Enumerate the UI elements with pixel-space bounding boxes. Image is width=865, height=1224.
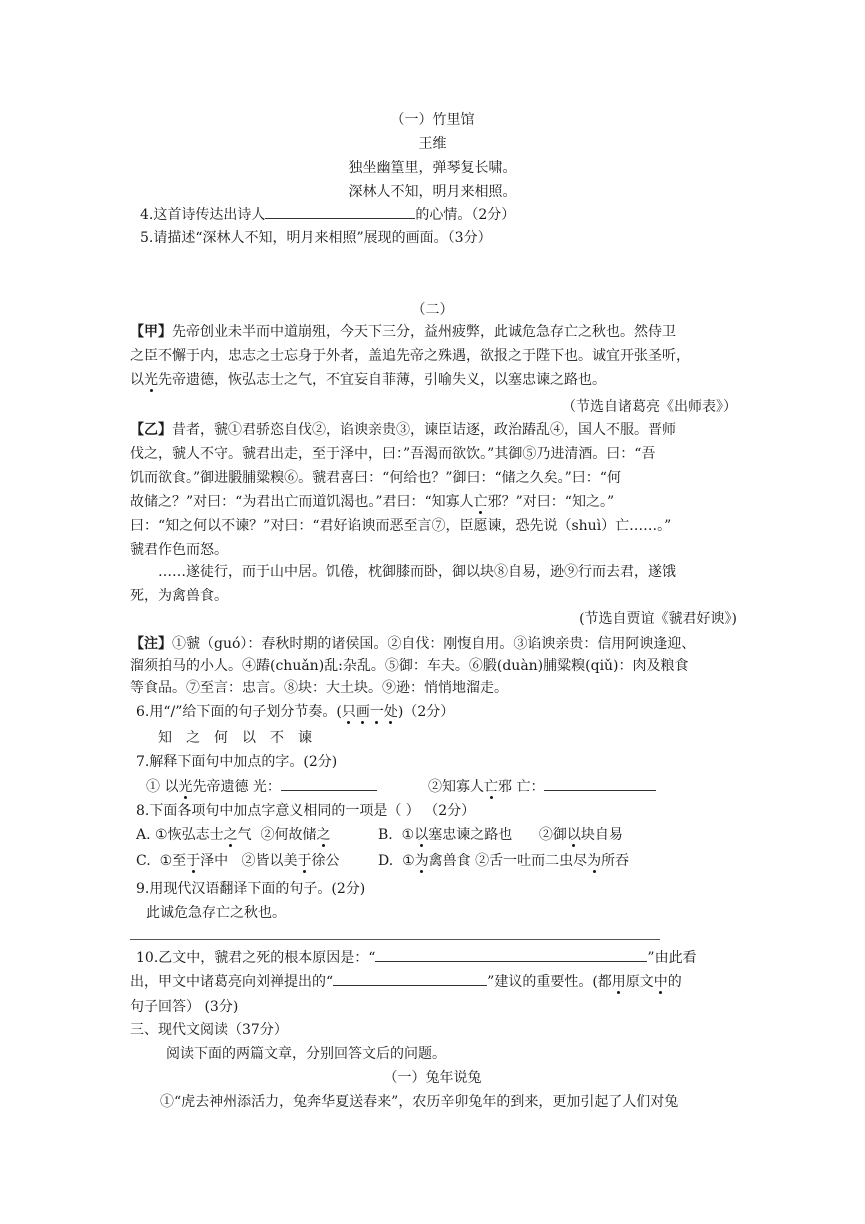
notes-line-2: 溜须拍马的小人。④踳(chuǎn)乱:杂乱。⑤御：车夫。⑥腶(duàn)脯粱糗(qiǔ)：肉及粮食 xyxy=(130,658,689,674)
notes-line-1 xyxy=(130,634,695,654)
notes-marker: 【注】 xyxy=(130,636,172,652)
question-7: 7.解释下面句中加点的字。(2分) xyxy=(136,754,338,770)
option-text: ②何故储 xyxy=(260,827,317,843)
poem-line-1: 独坐幽篁里，弹琴复长啸。 xyxy=(348,160,517,176)
question-9-sentence: 此诚危急存亡之秋也。 xyxy=(146,905,286,921)
text-yi-line-7: ……遂徒行，而于山中居。饥倦，枕御膝而卧，御以块⑧自易，逊⑨行而去君，遂饿 xyxy=(158,564,676,580)
poem-line-2: 深林人不知，明月来相照。 xyxy=(348,184,517,200)
option-text: ②皆以美 xyxy=(241,853,298,869)
question-9: 9.用现代汉语翻译下面的句子。(2分) xyxy=(136,881,366,897)
jia-text-3-pre: 以 xyxy=(130,372,144,388)
answer-line-9[interactable] xyxy=(130,939,660,940)
question-6-sentence: 知之何以不谏 xyxy=(158,730,326,746)
notes-text-1: ①虢（guó）：春秋时期的诸侯国。②自伐：刚愎自用。③谄谀亲贵：信用阿谀逢迎、 xyxy=(172,636,696,652)
text-yi-line-8: 死，为禽兽食。 xyxy=(130,588,228,604)
question-7-item-1 xyxy=(146,776,377,797)
dotted-char: 一 xyxy=(369,704,384,720)
option-text: 泽中 xyxy=(200,853,229,869)
question-6 xyxy=(136,702,454,722)
poem-title: （一）竹里馆 xyxy=(390,112,475,128)
answer-blank-7-1[interactable] xyxy=(281,776,377,791)
dotted-char: 只 xyxy=(341,704,356,720)
text-yi-line-1 xyxy=(130,420,676,440)
question-10-line-2 xyxy=(130,971,682,992)
option-text: ②御 xyxy=(538,827,567,843)
answer-blank-10-1[interactable] xyxy=(375,947,647,962)
text-yi-line-3: 饥而欲食。”御进腶脯粱糗⑥。虢君喜曰：“何给也？”御曰：“储之久矣。”曰：“何 xyxy=(130,470,621,486)
option-label: A. xyxy=(136,827,151,843)
option-text: 块自易 xyxy=(580,827,623,843)
q10-text-mid: ”由此看 xyxy=(647,950,697,966)
question-4-text-pre: 4.这首诗传达出诗人 xyxy=(140,207,266,223)
text-yi-line-5: 曰：“知之何以不谏？”对曰：“君好谄谀而恶至言⑦，臣愿谏，恐先说（shuì）亡……。” xyxy=(130,518,672,534)
text-yi-line-6: 虢君作色而怒。 xyxy=(130,542,228,558)
option-text: ②舌一吐而二虫尽 xyxy=(475,853,588,869)
yi-text-1: 昔者，虢①君骄恣自伐②，谄谀亲贵③，谏臣诘逐，政治踳乱④，国人不服。晋师 xyxy=(172,422,676,438)
dotted-char: 光 xyxy=(144,372,158,388)
question-4-text-post: 的心情。（2分） xyxy=(415,207,516,223)
option-text: 塞忠谏之路也 xyxy=(428,827,513,843)
yi-marker: 【乙】 xyxy=(130,422,172,438)
dotted-char: 为 xyxy=(587,853,602,869)
q7-item1-post: 先帝遗德 光： xyxy=(192,779,281,795)
dotted-char: 亡 xyxy=(484,779,498,795)
yi-text-4-pre: 故储之？”对曰：“为君出亡而道饥渴也。”君曰：“知寡人 xyxy=(130,494,474,510)
dotted-char: 之 xyxy=(316,827,331,843)
text-jia-line-3 xyxy=(130,370,606,390)
q7-item1-pre: ① 以 xyxy=(146,779,179,795)
jia-source: （节选自诸葛亮《出师表》） xyxy=(562,399,737,415)
dotted-char: 于 xyxy=(297,853,312,869)
option-text: 禽兽食 xyxy=(428,853,471,869)
dotted-char: 画 xyxy=(355,704,370,720)
option-text: ①至 xyxy=(159,853,187,869)
q8-option-a[interactable] xyxy=(136,825,330,845)
yi-source: (节选自贾谊《虢君好谀》) xyxy=(579,611,737,627)
q10-text-pre: 10.乙文中，虢君之死的根本原因是：“ xyxy=(136,950,376,966)
dotted-char: 中 xyxy=(653,974,668,990)
q8-option-c[interactable] xyxy=(136,851,340,871)
text-yi-line-2: 伐之，虢人不守。虢君出走，至于泽中，曰：”吾渴而欲饮。”其御⑤乃进清酒。曰：“吾 xyxy=(130,446,656,462)
dotted-char: 之 xyxy=(223,827,238,843)
dotted-char: 处 xyxy=(383,704,398,720)
answer-blank-4[interactable] xyxy=(265,204,415,219)
question-8: 8.下面各项句中加点字意义相同的一项是（ ） （2分） xyxy=(136,803,476,819)
notes-line-3: 等食品。⑦至言：忠言。⑧块：大土块。⑨逊：悄悄地溜走。 xyxy=(130,680,508,696)
question-6-text-post: )（2分） xyxy=(397,704,455,720)
option-label: C. xyxy=(136,853,151,869)
option-text: 气 xyxy=(237,827,252,843)
jia-text-1: 先帝创业未半而中道崩殂，今天下三分，益州疲弊，此诚危急存亡之秋也。然侍卫 xyxy=(172,324,676,340)
option-text: 徐公 xyxy=(311,853,340,869)
q10-line2-post: ”建议的重要性。(都 xyxy=(487,974,612,990)
dotted-char: 用 xyxy=(611,974,626,990)
jia-text-3-post: 先帝遗德，恢弘志士之气，不宜妄自菲薄，引喻失义，以塞忠谏之路也。 xyxy=(158,372,606,388)
option-text: ①恢弘志士 xyxy=(155,827,224,843)
answer-blank-7-2[interactable] xyxy=(544,776,656,791)
dotted-char: 光 xyxy=(178,779,193,795)
q8-option-b[interactable] xyxy=(378,825,623,845)
q10-line2-pre: 出，甲文中诸葛亮向刘禅提出的“ xyxy=(130,974,334,990)
question-6-text-pre: 6.用“/”给下面的句子划分节奏。( xyxy=(136,704,342,720)
yi-text-4-post: 邪？”对曰：“知之。” xyxy=(487,494,615,510)
option-text: ① xyxy=(402,853,415,869)
answer-blank-10-2[interactable] xyxy=(333,971,487,986)
article-title: （一）兔年说兔 xyxy=(383,1070,482,1086)
question-10-line-3: 句子回答） (3分) xyxy=(130,999,239,1015)
text-jia-line-1 xyxy=(130,322,676,342)
question-7-item-2 xyxy=(428,776,656,797)
dotted-char: 于 xyxy=(186,853,201,869)
q8-option-d[interactable] xyxy=(378,851,629,871)
article-paragraph-1: ①“虎去神州添活力，兔奔华夏送春来”，农历辛卯兔年的到来，更加引起了人们对兔 xyxy=(160,1094,679,1110)
question-10-line-1 xyxy=(136,947,697,968)
dotted-char: 以 xyxy=(566,827,581,843)
question-4 xyxy=(140,204,515,225)
jia-marker: 【甲】 xyxy=(130,324,172,340)
q10-line2-end: 的 xyxy=(667,974,682,990)
poem-author: 王维 xyxy=(418,136,447,152)
option-text: 所吞 xyxy=(601,853,630,869)
option-label: B. xyxy=(378,827,393,843)
dotted-char: 以 xyxy=(414,827,429,843)
section-3-heading: 三、现代文阅读（37分） xyxy=(130,1022,288,1038)
dotted-char: 为 xyxy=(414,853,429,869)
question-5: 5.请描述“深林人不知，明月来相照”展现的画面。（3分） xyxy=(140,230,492,246)
option-text: ① xyxy=(401,827,415,843)
option-label: D. xyxy=(378,853,394,869)
q10-line2-mid: 原文 xyxy=(625,974,654,990)
q7-item2-pre: ②知寡人 xyxy=(428,779,484,795)
section-3-instruction: 阅读下面的两篇文章，分别回答文后的问题。 xyxy=(166,1046,446,1062)
section-2-title: （二） xyxy=(411,302,454,318)
text-jia-line-2: 之臣不懈于内，忠志之士忘身于外者，盖追先帝之殊遇，欲报之于陛下也。诚宜开张圣听， xyxy=(130,348,690,364)
dotted-char: 亡 xyxy=(473,494,488,510)
text-yi-line-4 xyxy=(130,492,614,512)
q7-item2-post: 邪 亡： xyxy=(498,779,545,795)
